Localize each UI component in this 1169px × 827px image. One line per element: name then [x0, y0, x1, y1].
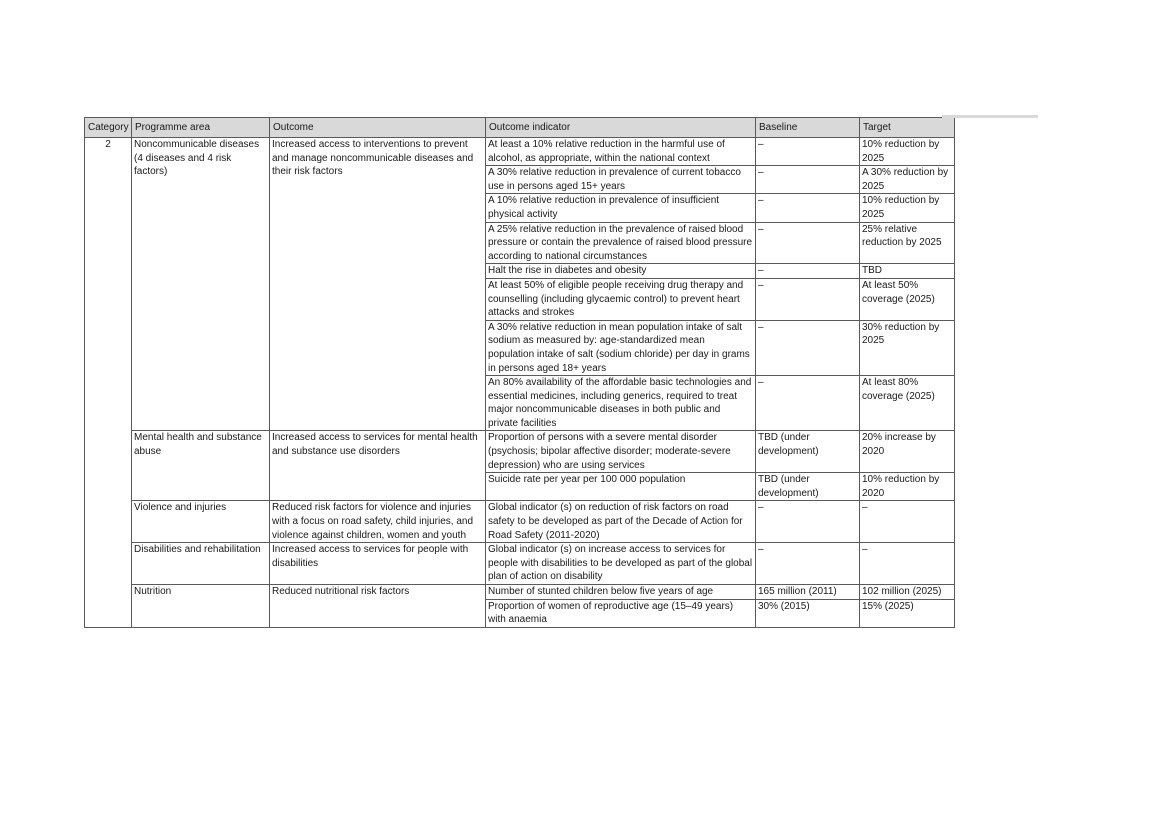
baseline-cell: TBD (under development) [756, 473, 860, 501]
target-cell: 15% (2025) [860, 599, 955, 627]
target-cell: At least 50% coverage (2025) [860, 278, 955, 320]
document-page [84, 117, 955, 628]
header-outcome-indicator: Outcome indicator [486, 118, 756, 138]
outcome-cell: Increased access to services for mental health and substance use disorders [270, 431, 486, 501]
programme-area-cell: Noncommunicable diseases (4 diseases and 4 risk factors) [132, 138, 270, 431]
outcome-cell: Increased access to services for people with disabilities [270, 543, 486, 585]
target-cell: 10% reduction by 2020 [860, 473, 955, 501]
outcome-cell: Reduced nutritional risk factors [270, 585, 486, 628]
baseline-cell: – [756, 138, 860, 166]
programme-area-cell: Nutrition [132, 585, 270, 628]
indicator-cell: Proportion of women of reproductive age (15–49 years) with anaemia [486, 599, 756, 627]
programme-area-cell: Violence and injuries [132, 501, 270, 543]
baseline-cell: 165 million (2011) [756, 585, 860, 600]
target-cell: 10% reduction by 2025 [860, 138, 955, 166]
indicator-cell: Halt the rise in diabetes and obesity [486, 264, 756, 279]
baseline-cell: – [756, 376, 860, 431]
indicator-cell: At least a 10% relative reduction in the harmful use of alcohol, as appropriate, within the national context [486, 138, 756, 166]
indicator-cell: A 30% relative reduction in mean population intake of salt sodium as measured by: age-standardized mean population intake of salt (sodium chloride) per day in grams in persons aged 18+ years [486, 320, 756, 375]
indicator-cell: Suicide rate per year per 100 000 population [486, 473, 756, 501]
indicator-cell: Global indicator (s) on reduction of risk factors on road safety to be developed as part of the Decade of Action for Road Safety (2011-2020) [486, 501, 756, 543]
header-target: Target [860, 118, 955, 138]
baseline-cell: – [756, 278, 860, 320]
indicator-cell: An 80% availability of the affordable basic technologies and essential medicines, including generics, required to treat major noncommunicable diseases in both public and private facilities [486, 376, 756, 431]
baseline-cell: – [756, 543, 860, 585]
table-row [85, 138, 955, 166]
indicator-cell: Proportion of persons with a severe mental disorder (psychosis; bipolar affective disorder; moderate-severe depression) who are using services [486, 431, 756, 473]
target-cell: 102 million (2025) [860, 585, 955, 600]
table-row [85, 543, 955, 585]
target-cell: – [860, 501, 955, 543]
target-cell: TBD [860, 264, 955, 279]
baseline-cell: – [756, 264, 860, 279]
indicator-cell: A 25% relative reduction in the prevalence of raised blood pressure or contain the prevalence of raised blood pressure according to national circumstances [486, 222, 756, 264]
table-row [85, 585, 955, 600]
table-header-row [85, 118, 955, 138]
programme-area-cell: Mental health and substance abuse [132, 431, 270, 501]
table-row [85, 431, 955, 473]
programme-area-cell: Disabilities and rehabilitation [132, 543, 270, 585]
target-cell: 25% relative reduction by 2025 [860, 222, 955, 264]
baseline-cell: – [756, 501, 860, 543]
target-cell: A 30% reduction by 2025 [860, 166, 955, 194]
baseline-cell: 30% (2015) [756, 599, 860, 627]
category-cell: 2 [85, 138, 132, 628]
target-cell: 10% reduction by 2025 [860, 194, 955, 222]
indicator-cell: Global indicator (s) on increase access to services for people with disabilities to be developed as part of the global plan of action on disability [486, 543, 756, 585]
outcome-cell: Increased access to interventions to prevent and manage noncommunicable diseases and their risk factors [270, 138, 486, 431]
target-cell: 20% increase by 2020 [860, 431, 955, 473]
header-shading [942, 115, 1038, 118]
header-category: Category [85, 118, 132, 138]
target-cell: 30% reduction by 2025 [860, 320, 955, 375]
target-cell: – [860, 543, 955, 585]
baseline-cell: – [756, 222, 860, 264]
baseline-cell: – [756, 320, 860, 375]
outcome-table [84, 117, 955, 628]
indicator-cell: Number of stunted children below five years of age [486, 585, 756, 600]
target-cell: At least 80% coverage (2025) [860, 376, 955, 431]
indicator-cell: A 10% relative reduction in prevalence of insufficient physical activity [486, 194, 756, 222]
header-baseline: Baseline [756, 118, 860, 138]
baseline-cell: – [756, 194, 860, 222]
indicator-cell: A 30% relative reduction in prevalence of current tobacco use in persons aged 15+ years [486, 166, 756, 194]
header-outcome: Outcome [270, 118, 486, 138]
baseline-cell: TBD (under development) [756, 431, 860, 473]
outcome-cell: Reduced risk factors for violence and injuries with a focus on road safety, child injuries, and violence against children, women and youth [270, 501, 486, 543]
table-row [85, 501, 955, 543]
baseline-cell: – [756, 166, 860, 194]
indicator-cell: At least 50% of eligible people receiving drug therapy and counselling (including glycaemic control) to prevent heart attacks and strokes [486, 278, 756, 320]
header-programme-area: Programme area [132, 118, 270, 138]
